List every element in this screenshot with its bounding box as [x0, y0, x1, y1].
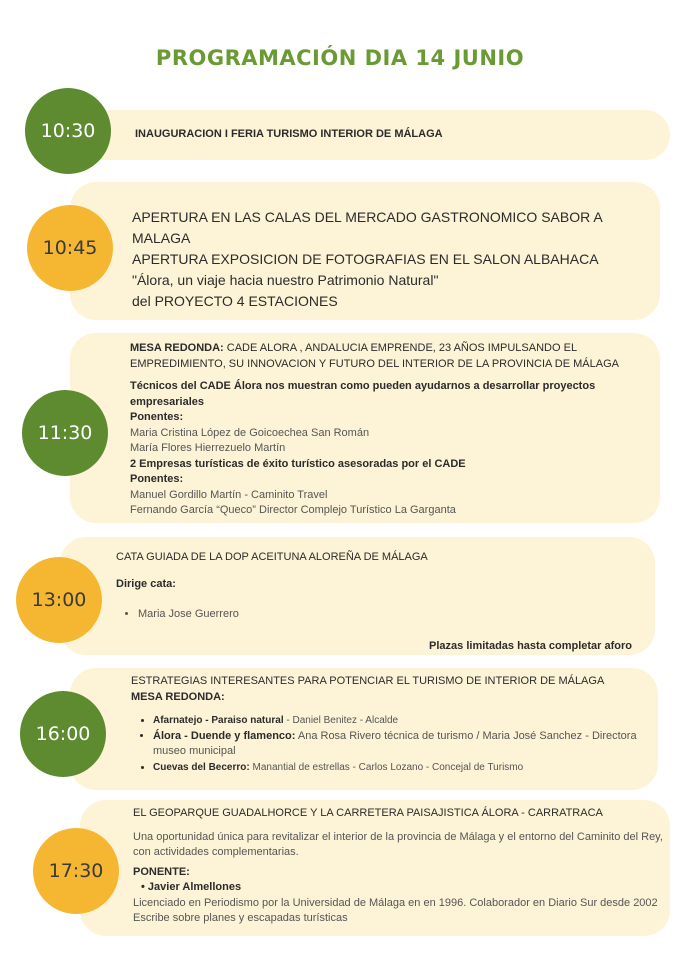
time-badge-1600: 16:00	[20, 691, 106, 777]
list-item-text: - Daniel Benitez - Alcalde	[283, 715, 399, 726]
person-list	[116, 607, 239, 623]
event-title: EL GEOPARQUE GUADALHORCE Y LA CARRETERA PAISAJISTICA ÁLORA - CARRATRACA	[133, 807, 603, 819]
ponentes-label: Ponentes:	[130, 473, 184, 485]
event-body-1600	[131, 674, 641, 705]
event-body-1730	[133, 806, 663, 927]
mesa-text: CADE ALORA , ANDALUCIA EMPRENDE, 23 AÑOS IMPULSANDO EL EMPREDIMIENTO, SU INNOVACION Y FUTURO DEL INTERIOR DE LA PROVINCIA DE MÁLAGA	[130, 342, 619, 370]
event-body-1130	[130, 341, 645, 519]
mesa-label: MESA REDONDA:	[130, 342, 224, 354]
event-description: Una oportunidad única para revitalizar el interior de la provincia de Málaga y el entorno del Caminito del Rey, con actividades complementarias.	[133, 830, 663, 858]
list-item-title: Álora - Duende y flamenco:	[153, 729, 296, 742]
mesa-label: MESA REDONDA:	[131, 690, 225, 703]
ponente-label: PONENTE:	[133, 865, 190, 878]
speaker: Fernando García “Queco” Director Complejo Turístico La Garganta	[130, 504, 456, 516]
speaker: Maria Cristina López de Goicoechea San Román	[130, 426, 370, 439]
event-title: ESTRATEGIAS INTERESANTES PARA POTENCIAR EL TURISMO DE INTERIOR DE MÁLAGA	[131, 675, 605, 687]
list-item: • Maria Jose Guerrero	[138, 607, 239, 623]
speaker-bio: Escribe sobre planes y escapadas turísticas	[133, 912, 348, 924]
topic-1: Técnicos del CADE Álora nos muestran como pueden ayudarnos a desarrollar proyectos empresariales	[130, 380, 596, 408]
speaker: María Flores Hierrezuelo Martín	[130, 442, 286, 454]
time-badge-1730: 17:30	[33, 828, 119, 914]
time-badge-1130: 11:30	[22, 390, 108, 476]
event-line: del PROYECTO 4 ESTACIONES	[132, 293, 338, 309]
speaker: Manuel Gordillo Martín - Caminito Travel	[130, 488, 328, 501]
list-item-text: Ana Rosa Rivero técnica de turismo / Maria José Sanchez - Directora museo municipal	[153, 729, 637, 757]
list-item: • Javier Almellones	[141, 881, 242, 893]
event-title-1300: CATA GUIADA DE LA DOP ACEITUNA ALOREÑA DE MÁLAGA	[116, 551, 428, 563]
ponentes-label: Ponentes:	[130, 411, 184, 423]
event-title-1030: INAUGURACION I FERIA TURISMO INTERIOR DE MÁLAGA	[135, 128, 443, 140]
event-body-1045	[132, 207, 632, 312]
list-item-text: Manantial de estrellas - Carlos Lozano - Concejal de Turismo	[249, 761, 524, 773]
time-badge-1045: 10:45	[27, 205, 113, 291]
event-line: "Álora, un viaje hacia nuestro Patrimonio Natural"	[132, 272, 439, 288]
time-badge-1030: 10:30	[25, 88, 111, 174]
dirige-label: Dirige cata:	[116, 578, 176, 590]
speaker-list	[131, 713, 641, 775]
page-title: PROGRAMACIÓN DIA 14 JUNIO	[155, 46, 525, 70]
speaker-bio: Licenciado en Periodismo por la Universidad de Málaga en en 1996. Colaborador en Diario Sur desde 2002	[133, 896, 658, 909]
event-line: APERTURA EN LAS CALAS DEL MERCADO GASTRONOMICO SABOR A MALAGA	[132, 209, 602, 246]
list-item-title: Afarnatejo - Paraiso natural	[153, 715, 284, 726]
event-line: APERTURA EXPOSICION DE FOTOGRAFIAS EN EL SALON ALBAHACA	[132, 251, 599, 267]
topic-2: 2 Empresas turísticas de éxito turístico asesoradas por el CADE	[130, 457, 466, 470]
limited-note: Plazas limitadas hasta completar aforo	[429, 640, 632, 652]
speaker: Javier Almellones	[147, 881, 242, 893]
time-badge-1300: 13:00	[16, 557, 102, 643]
list-item-title: Cuevas del Becerro:	[153, 761, 250, 773]
